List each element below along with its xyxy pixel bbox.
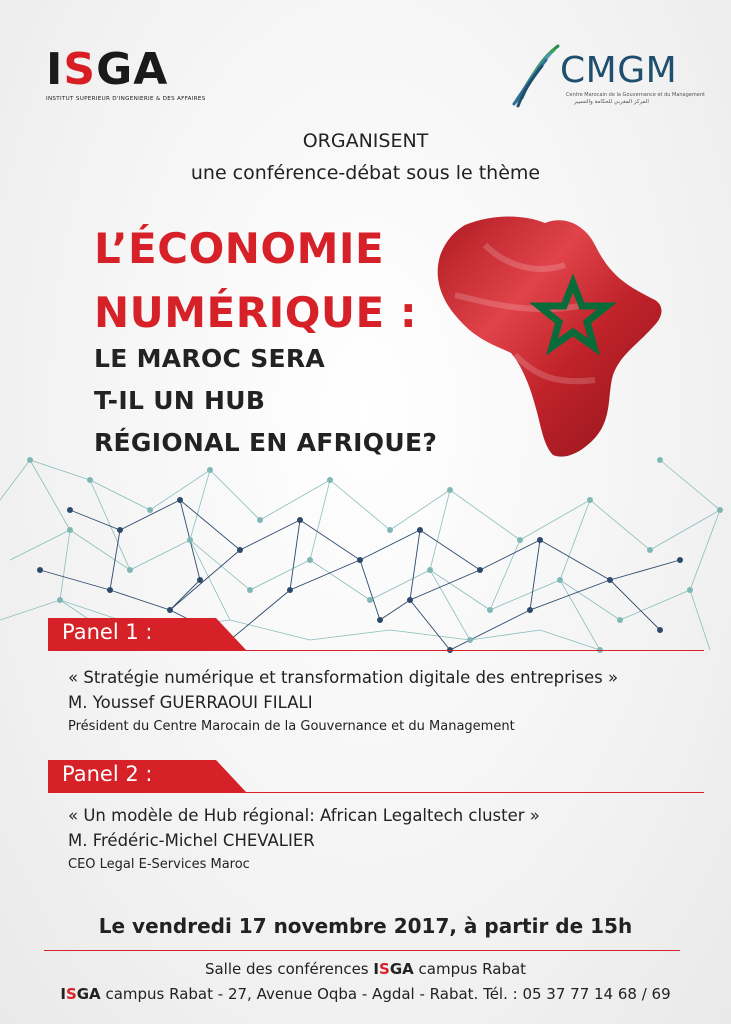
footer-divider [44,950,680,951]
panel-1-label: Panel 1 : [62,620,153,644]
panel-2-talk: « Un modèle de Hub régional: African Legaltech cluster » [68,806,540,825]
event-address [0,985,731,1003]
event-venue [0,960,731,978]
title-line-4: T-IL UN HUB [94,386,266,415]
title-line-3: LE MAROC SERA [94,344,326,373]
title-line-2: NUMÉRIQUE : [94,288,418,337]
panel-2-tag [48,760,248,792]
address-isga-mark: ISGA [60,985,101,1003]
cmgm-logo-word: CMGM [560,50,678,91]
address-text: campus Rabat - 27, Avenue Oqba - Agdal - Rabat. Tél. : 05 37 77 14 68 / 69 [105,985,671,1003]
title-line-1: L’ÉCONOMIE [94,224,385,273]
cmgm-logo-tagline: Centre Marocain de la Gouvernance et du Management [566,92,705,98]
panel-1-talk: « Stratégie numérique et transformation digitale des entreprises » [68,668,619,687]
organisent-text: ORGANISENT [302,130,429,152]
isga-logo-tagline: INSTITUT SUPERIEUR D'INGENIERIE & DES AFFAIRES [46,96,206,102]
isga-logo [46,44,206,118]
cmgm-logo-tagline-arabic: المركز المغربي للحكامة والتسيير [574,99,649,105]
title-line-5: RÉGIONAL EN AFRIQUE? [94,428,438,457]
panel-1-tag [48,618,248,650]
panel-1-speaker: M. Youssef GUERRAOUI FILALI [68,693,313,712]
cmgm-logo [512,40,705,110]
venue-prefix: Salle des conférences [204,960,369,978]
panel-2-label: Panel 2 : [62,762,153,786]
panel-2-speaker: M. Frédéric-Michel CHEVALIER [68,831,315,850]
isga-logo-word: ISGA [46,44,169,95]
venue-suffix: campus Rabat [418,960,527,978]
panel-1-role: Président du Centre Marocain de la Gouvernance et du Management [68,719,515,734]
event-date: Le vendredi 17 novembre 2017, à partir de 15h [98,914,633,938]
africa-flag-map [425,205,670,470]
venue-isga-mark: ISGA [373,960,414,978]
intro-subtitle: une conférence-débat sous le thème [190,162,541,184]
panel-2-divider [48,792,704,793]
panel-2-role: CEO Legal E-Services Maroc [68,857,250,872]
panel-1-divider [48,650,704,651]
